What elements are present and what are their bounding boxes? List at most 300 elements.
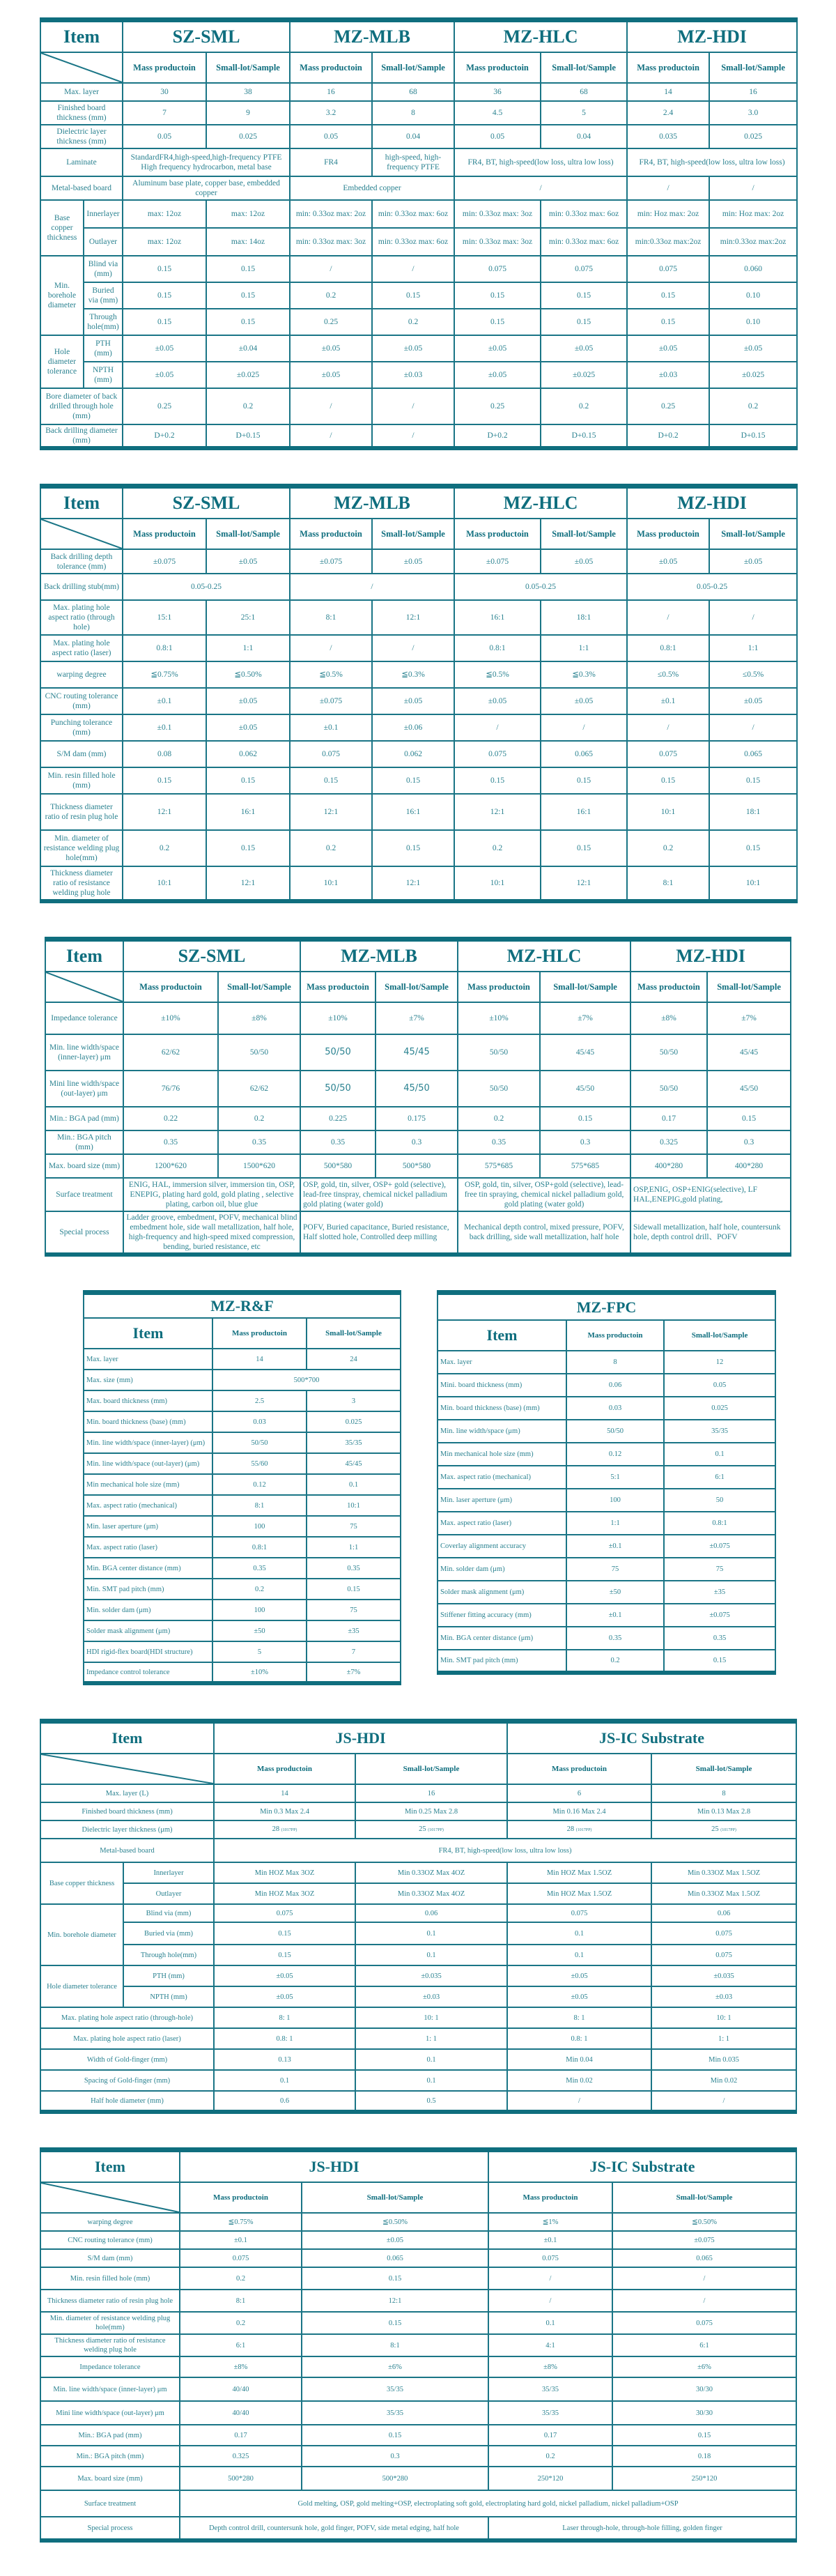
row-label: Min.: BGA pad (mm) bbox=[40, 2425, 180, 2446]
spec-value-text: 0.15 bbox=[405, 776, 421, 785]
spec-value bbox=[300, 1002, 376, 1034]
spec-value: 35/35 bbox=[307, 1432, 401, 1453]
spec-value-text: Min 0.035 bbox=[709, 2055, 739, 2064]
spec-value: 50 bbox=[664, 1489, 775, 1512]
spec-value bbox=[454, 101, 541, 125]
spec-value-text: D+0.15 bbox=[571, 431, 596, 440]
spec-table-5 bbox=[40, 2147, 797, 2543]
spec-value-text: 0.065 bbox=[696, 2254, 713, 2262]
row-label: Max. board size (mm) bbox=[45, 1154, 123, 1178]
spec-value bbox=[218, 1071, 300, 1107]
spec-row bbox=[438, 1535, 775, 1558]
diagonal-line-icon bbox=[41, 53, 122, 82]
spec-value bbox=[302, 2467, 488, 2490]
spec-value bbox=[709, 600, 797, 635]
mass-production-header: Mass productoin bbox=[214, 1754, 355, 1784]
spec-value-text: 0.075 bbox=[715, 1929, 732, 1938]
spec-value-text: / bbox=[330, 265, 332, 273]
spec-value-text: ±0.05 bbox=[386, 2236, 404, 2244]
spec-value bbox=[123, 635, 206, 661]
spec-value-text: 28 bbox=[272, 1825, 280, 1833]
spec-value-text: 1200*620 bbox=[155, 1162, 187, 1170]
spec-value: 0.03 bbox=[566, 1397, 664, 1420]
spec-value-text: 10: 1 bbox=[716, 2014, 732, 2022]
spec-value-text: / bbox=[330, 402, 332, 411]
spec-value bbox=[372, 600, 454, 635]
spec-value: 35/35 bbox=[664, 1420, 775, 1443]
spec-value: ±50 bbox=[566, 1581, 664, 1604]
spec-value-text: 500*280 bbox=[228, 2474, 254, 2483]
spec-value-text: 68 bbox=[409, 88, 417, 96]
spec-value-text: 8 bbox=[411, 109, 415, 117]
spec-value-text: 0.06 bbox=[717, 1909, 731, 1917]
spec-value-text: min:0.33oz max:2oz bbox=[635, 238, 702, 246]
spec-value-text: / bbox=[703, 2274, 706, 2283]
spec-value-text: 45/45 bbox=[575, 1048, 595, 1057]
spec-value bbox=[488, 2213, 612, 2231]
spec-value-text: ≦0.50% bbox=[234, 670, 262, 679]
spec-value bbox=[355, 1883, 507, 1904]
spec-value-text: ±0.05 bbox=[658, 557, 678, 566]
spec-value: 100 bbox=[212, 1600, 307, 1620]
spec-value: 0.1 bbox=[664, 1443, 775, 1466]
spec-value bbox=[355, 2028, 507, 2049]
spec-value-text: ≦0.50% bbox=[692, 2218, 717, 2226]
spec-row bbox=[40, 83, 797, 101]
spec-value bbox=[458, 1034, 540, 1071]
spec-value bbox=[488, 2425, 612, 2446]
row-label: Min. SMT pad pitch (mm) bbox=[84, 1579, 212, 1600]
spec-value-text: 16:1 bbox=[240, 808, 256, 816]
spec-row bbox=[40, 2334, 796, 2356]
small-lot-header: Small-lot/Sample bbox=[206, 519, 290, 549]
spec-row bbox=[40, 1784, 796, 1802]
spec-row bbox=[438, 1420, 775, 1443]
spec-value bbox=[507, 1820, 651, 1839]
row-label: Min. line width/space (μm) bbox=[438, 1420, 566, 1443]
spec-value-text: ±10% bbox=[328, 1014, 348, 1022]
spec-value-text: 45/45 bbox=[739, 1048, 759, 1057]
spec-value-text: / bbox=[703, 2297, 706, 2305]
spec-value-text: 0.15 bbox=[578, 1114, 593, 1123]
spec-value bbox=[507, 2049, 651, 2070]
spec-value-text: 50/50 bbox=[659, 1084, 679, 1093]
spec-row bbox=[40, 1904, 796, 1922]
spec-value bbox=[218, 1034, 300, 1071]
spec-value bbox=[123, 830, 206, 866]
spec-value-text: min: Hoz max: 2oz bbox=[722, 210, 784, 218]
spec-value bbox=[123, 1071, 218, 1107]
spec-value bbox=[541, 714, 627, 741]
spec-value bbox=[709, 688, 797, 714]
spec-value-text: ±0.1 bbox=[157, 723, 172, 732]
spec-value-text: min: 0.33oz max: 3oz bbox=[295, 238, 366, 246]
spec-value-text: min:0.33oz max:2oz bbox=[720, 238, 787, 246]
spec-value bbox=[214, 2028, 355, 2049]
spec-value: 100 bbox=[566, 1489, 664, 1512]
spec-value bbox=[290, 688, 372, 714]
spec-value: 1:1 bbox=[566, 1512, 664, 1535]
spec-value bbox=[627, 125, 709, 148]
spec-value bbox=[709, 424, 797, 448]
spec-value-text: 10:1 bbox=[660, 808, 676, 816]
spec-value: 45/45 bbox=[307, 1453, 401, 1474]
spec-value-text: ±0.05 bbox=[238, 697, 258, 705]
spec-value: 6:1 bbox=[664, 1466, 775, 1489]
product-group-header: MZ-MLB bbox=[290, 20, 454, 53]
row-label: Max. board size (mm) bbox=[40, 2467, 180, 2490]
spec-value bbox=[454, 600, 541, 635]
spec-value bbox=[709, 767, 797, 794]
spec-value bbox=[541, 688, 627, 714]
spec-value bbox=[123, 767, 206, 794]
spec-value-text: 0.15 bbox=[745, 776, 761, 785]
spec-value-text: 35/35 bbox=[387, 2385, 403, 2393]
spec-value bbox=[454, 424, 541, 448]
mass-production-header: Mass productoin bbox=[507, 1754, 651, 1784]
row-label: Min.: BGA pad (mm) bbox=[45, 1107, 123, 1130]
spec-value: 500*700 bbox=[212, 1370, 401, 1390]
spec-value bbox=[540, 1071, 630, 1107]
spec-table-fpc bbox=[437, 1290, 776, 1675]
spec-value-text: Laser through-hole, through-hole filling, golden finger bbox=[562, 2524, 722, 2532]
spec-value bbox=[123, 688, 206, 714]
spec-value-text: / bbox=[722, 2096, 725, 2105]
spec-value bbox=[123, 228, 206, 256]
spec-value-text: 0.15 bbox=[745, 844, 761, 852]
spec-value-text: 38 bbox=[244, 88, 252, 96]
spec-value bbox=[218, 1130, 300, 1154]
spec-row bbox=[40, 661, 797, 688]
spec-row bbox=[438, 1351, 775, 1374]
row-label: Back drilling depth tolerance (mm) bbox=[40, 549, 123, 574]
spec-value-text: 12:1 bbox=[388, 2297, 402, 2305]
spec-value bbox=[372, 200, 454, 228]
spec-value bbox=[612, 2401, 796, 2425]
spec-value bbox=[709, 176, 797, 200]
spec-value bbox=[123, 714, 206, 741]
spec-row bbox=[45, 1071, 791, 1107]
spec-value-text: 0.15 bbox=[240, 844, 256, 852]
spec-value: ±0.1 bbox=[566, 1535, 664, 1558]
spec-value bbox=[206, 309, 290, 335]
spec-row bbox=[40, 2007, 796, 2028]
spec-value-text: ±0.05 bbox=[321, 344, 341, 353]
spec-value: ±0.1 bbox=[566, 1604, 664, 1627]
section-table-3 bbox=[0, 937, 836, 1257]
small-lot-header: Small-lot/Sample bbox=[541, 52, 627, 83]
spec-value bbox=[651, 1820, 796, 1839]
spec-value bbox=[302, 2312, 488, 2334]
spec-value-text: 1: 1 bbox=[718, 2034, 730, 2043]
spec-value-text: 0.2 bbox=[325, 844, 336, 852]
spec-value bbox=[709, 549, 797, 574]
spec-value bbox=[454, 282, 541, 309]
spec-value bbox=[454, 200, 541, 228]
spec-value bbox=[630, 1107, 707, 1130]
spec-value bbox=[709, 335, 797, 362]
spec-value bbox=[372, 362, 454, 388]
spec-row bbox=[40, 2213, 796, 2231]
spec-value bbox=[206, 794, 290, 830]
row-label: Max. aspect ratio (mechanical) bbox=[438, 1466, 566, 1489]
spec-value: 100 bbox=[212, 1516, 307, 1537]
spec-value bbox=[488, 2290, 612, 2312]
spec-value: ±10% bbox=[212, 1662, 307, 1683]
spec-value-text: 0.075 bbox=[659, 265, 677, 273]
spec-value-text: 0.8:1 bbox=[489, 644, 506, 652]
spec-value-text: 8:1 bbox=[390, 2341, 400, 2349]
row-label: S/M dam (mm) bbox=[40, 2249, 180, 2267]
spec-value-text: 10:1 bbox=[745, 879, 761, 887]
spec-row bbox=[40, 424, 797, 448]
spec-value bbox=[507, 1986, 651, 2007]
spec-value bbox=[707, 1130, 791, 1154]
spec-value bbox=[206, 388, 290, 424]
item-header: Item bbox=[40, 1722, 214, 1754]
spec-value-text: 50/50 bbox=[325, 1047, 351, 1057]
spec-value-text: ≦0.75% bbox=[228, 2218, 254, 2226]
mass-production-header: Mass productoin bbox=[300, 972, 376, 1002]
spec-row bbox=[84, 1453, 401, 1474]
spec-value-note: (1017PP) bbox=[281, 1827, 297, 1832]
spec-value bbox=[180, 2517, 488, 2540]
spec-value bbox=[454, 125, 541, 148]
spec-value-text: ≦1% bbox=[542, 2218, 559, 2226]
spec-row bbox=[40, 2312, 796, 2334]
spec-row bbox=[40, 335, 797, 362]
spec-value-text: 28 bbox=[566, 1825, 575, 1833]
spec-value bbox=[180, 2312, 302, 2334]
spec-value-text: Depth control drill, countersunk hole, gold finger, POFV, side metal edging, half hole bbox=[209, 2524, 459, 2532]
spec-value bbox=[206, 256, 290, 282]
spec-value bbox=[627, 282, 709, 309]
row-label: Min. line width/space (inner-layer) μm bbox=[40, 2377, 180, 2401]
spec-value-text: ±0.1 bbox=[660, 697, 676, 705]
spec-value bbox=[627, 101, 709, 125]
spec-value-text: ±8% bbox=[661, 1014, 676, 1022]
spec-row bbox=[40, 714, 797, 741]
spec-value-text: / bbox=[667, 184, 669, 192]
row-label: Mini line width/space (out-layer) μm bbox=[45, 1071, 123, 1107]
spec-row bbox=[40, 228, 797, 256]
spec-value-text: min: 0.33oz max: 6oz bbox=[548, 238, 619, 246]
header-diagonal-cell bbox=[40, 519, 123, 549]
row-label: Solder mask alignment (μm) bbox=[438, 1581, 566, 1604]
spec-value-text: ±7% bbox=[578, 1014, 593, 1022]
row-label: CNC routing tolerance (mm) bbox=[40, 2231, 180, 2249]
spec-value-text: 0.075 bbox=[542, 2254, 559, 2262]
small-lot-header: Small-lot/Sample bbox=[709, 519, 797, 549]
spec-value-text: Min 0.02 bbox=[566, 2076, 593, 2085]
spec-value bbox=[302, 2401, 488, 2425]
spec-value bbox=[507, 1802, 651, 1820]
spec-value: ±50 bbox=[212, 1620, 307, 1641]
spec-row bbox=[40, 309, 797, 335]
spec-value bbox=[180, 2446, 302, 2467]
spec-value bbox=[180, 2490, 796, 2517]
spec-row bbox=[40, 2091, 796, 2112]
spec-value-text: Embedded copper bbox=[343, 184, 401, 192]
spec-value: 8:1 bbox=[212, 1495, 307, 1516]
spec-value-text: 0.10 bbox=[745, 318, 761, 326]
spec-row bbox=[40, 574, 797, 600]
spec-value-text: 35/35 bbox=[387, 2409, 403, 2417]
spec-value bbox=[627, 866, 709, 901]
spec-value bbox=[541, 600, 627, 635]
product-group-header: MZ-HDI bbox=[627, 486, 797, 519]
spec-value-text: 0.2 bbox=[325, 291, 336, 300]
row-label: Min. solder dam (μm) bbox=[84, 1600, 212, 1620]
spec-value bbox=[372, 661, 454, 688]
spec-value bbox=[627, 388, 709, 424]
spec-value-text: high-speed, high-frequency PTFE bbox=[385, 153, 442, 171]
spec-value-text: 0.8: 1 bbox=[571, 2034, 588, 2043]
small-lot-header: Small-lot/Sample bbox=[651, 1754, 796, 1784]
product-group-header: MZ-MLB bbox=[300, 940, 458, 972]
spec-value bbox=[300, 1130, 376, 1154]
spec-value bbox=[458, 1002, 540, 1034]
row-label: Half hole diameter (mm) bbox=[40, 2091, 214, 2112]
spec-value-text: 0.3 bbox=[743, 1138, 754, 1147]
spec-value bbox=[206, 335, 290, 362]
spec-value bbox=[290, 101, 372, 125]
spec-value bbox=[123, 282, 206, 309]
spec-value bbox=[458, 1178, 630, 1211]
spec-value bbox=[627, 600, 709, 635]
spec-value bbox=[507, 2070, 651, 2091]
spec-value bbox=[709, 83, 797, 101]
spec-value bbox=[488, 2249, 612, 2267]
spec-value-text: ≦0.50% bbox=[382, 2218, 408, 2226]
spec-value bbox=[180, 2377, 302, 2401]
spec-row bbox=[40, 1922, 796, 1945]
spec-value bbox=[376, 1034, 458, 1071]
spec-row bbox=[84, 1432, 401, 1453]
spec-value: 12 bbox=[664, 1351, 775, 1374]
spec-value bbox=[302, 2267, 488, 2290]
spec-value-text: ≤0.5% bbox=[657, 670, 679, 679]
spec-value-text: ±0.05 bbox=[488, 697, 507, 705]
spec-value-text: Min 0.33OZ Max 4OZ bbox=[397, 1889, 465, 1898]
row-sublabel: Blind via (mm) bbox=[123, 1904, 214, 1922]
spec-value bbox=[630, 1002, 707, 1034]
product-group-header: MZ-HLC bbox=[454, 486, 627, 519]
spec-row bbox=[40, 362, 797, 388]
spec-value-text: 50/50 bbox=[325, 1083, 351, 1094]
spec-value-text: 0.35 bbox=[251, 1138, 267, 1147]
spec-value bbox=[372, 83, 454, 101]
spec-value bbox=[454, 635, 541, 661]
spec-value-text: 4:1 bbox=[545, 2341, 555, 2349]
spec-value bbox=[507, 1965, 651, 1986]
spec-value-text: 12:1 bbox=[157, 808, 172, 816]
row-label: Finished board thickness (mm) bbox=[40, 1802, 214, 1820]
spec-value bbox=[541, 125, 627, 148]
spec-value bbox=[709, 125, 797, 148]
spec-value-text: ±0.05 bbox=[403, 344, 423, 353]
spec-value-text: / bbox=[371, 583, 373, 591]
row-label: Special process bbox=[40, 2517, 180, 2540]
row-label: Min. line width/space (inner-layer) μm bbox=[45, 1034, 123, 1071]
spec-value bbox=[541, 661, 627, 688]
spec-value-text: Min HOZ Max 3OZ bbox=[254, 1869, 315, 1877]
spec-row bbox=[40, 741, 797, 767]
spec-row bbox=[40, 1883, 796, 1904]
spec-value-text: ±0.05 bbox=[571, 1993, 588, 2001]
spec-value bbox=[355, 2007, 507, 2028]
spec-value-text: ±0.05 bbox=[321, 371, 341, 379]
spec-value bbox=[290, 635, 372, 661]
spec-value-text: 0.17 bbox=[543, 2431, 557, 2439]
spec-value bbox=[507, 2007, 651, 2028]
spec-value-text: 16:1 bbox=[490, 613, 505, 622]
spec-row bbox=[40, 2490, 796, 2517]
spec-value bbox=[355, 1862, 507, 1883]
spec-value bbox=[488, 2517, 796, 2540]
spec-value bbox=[707, 1154, 791, 1178]
spec-value bbox=[218, 1002, 300, 1034]
spec-row bbox=[84, 1390, 401, 1411]
spec-value-text: 0.17 bbox=[234, 2431, 247, 2439]
spec-value-text: 0.15 bbox=[576, 291, 591, 300]
header-diagonal-cell bbox=[40, 2182, 180, 2213]
spec-value bbox=[709, 388, 797, 424]
spec-value bbox=[290, 574, 454, 600]
row-label: Min. diameter of resistance welding plug hole(mm) bbox=[40, 830, 123, 866]
spec-value-text: 1:1 bbox=[578, 644, 589, 652]
spec-value-text: ≦0.5% bbox=[319, 670, 343, 679]
spec-value bbox=[612, 2231, 796, 2249]
spec-value bbox=[630, 1211, 791, 1255]
spec-value: 0.1 bbox=[307, 1474, 401, 1495]
spec-value bbox=[376, 1071, 458, 1107]
spec-value-text: 0.05-0.25 bbox=[525, 583, 557, 591]
spec-value bbox=[214, 2007, 355, 2028]
spec-value-text: 500*280 bbox=[382, 2474, 408, 2483]
row-label: Min. board thickness (base) (mm) bbox=[84, 1411, 212, 1432]
spec-value bbox=[206, 600, 290, 635]
spec-value bbox=[507, 1862, 651, 1883]
spec-value bbox=[206, 866, 290, 901]
spec-value-text: 35/35 bbox=[542, 2409, 559, 2417]
row-group-label: Hole diameter tolerance bbox=[40, 1965, 123, 2007]
spec-value-text: 68 bbox=[580, 88, 588, 96]
row-label: Min. solder dam (μm) bbox=[438, 1558, 566, 1581]
spec-value-text: 0.15 bbox=[660, 318, 676, 326]
spec-value-text: 400*280 bbox=[734, 1162, 764, 1170]
section-table-1 bbox=[0, 17, 836, 450]
spec-value-text: 0.025 bbox=[744, 132, 762, 141]
spec-value bbox=[612, 2312, 796, 2334]
spec-table-2 bbox=[40, 484, 798, 903]
spec-value-text: min: 0.33oz max: 6oz bbox=[378, 210, 449, 218]
spec-value bbox=[180, 2334, 302, 2356]
spec-value-text: 6:1 bbox=[699, 2341, 709, 2349]
spec-value-text: 0.15 bbox=[576, 318, 591, 326]
spec-value bbox=[541, 794, 627, 830]
spec-value-text: 0.035 bbox=[659, 132, 677, 141]
spec-value: ±35 bbox=[307, 1620, 401, 1641]
spec-value bbox=[627, 549, 709, 574]
small-lot-header: Small-lot/Sample bbox=[707, 972, 791, 1002]
spec-value bbox=[214, 2070, 355, 2091]
spec-value-text: 0.15 bbox=[660, 291, 676, 300]
spec-value-text: 0.15 bbox=[741, 1114, 757, 1123]
spec-value bbox=[541, 635, 627, 661]
spec-value-text: 0.8:1 bbox=[660, 644, 676, 652]
spec-value: 10:1 bbox=[307, 1495, 401, 1516]
